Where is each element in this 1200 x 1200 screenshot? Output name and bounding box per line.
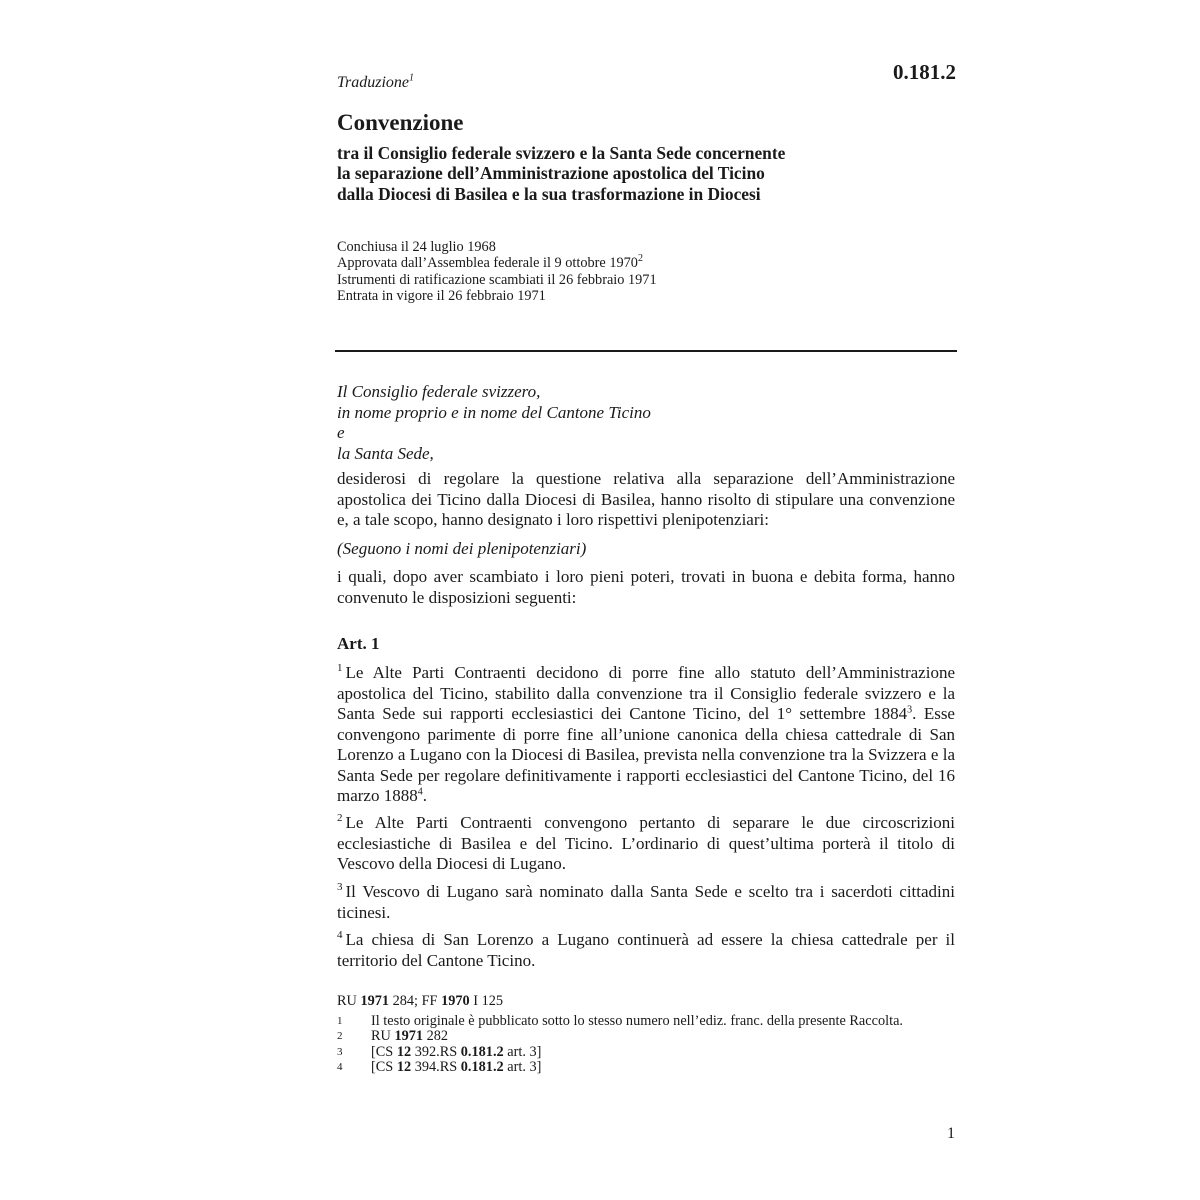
fn-prefix: [CS <box>371 1043 397 1060</box>
fn-suffix: art. 3] <box>503 1059 542 1075</box>
fn-bold: 12 <box>396 1043 412 1060</box>
subtitle-line: dalla Diocesi di Basilea e la sua trasformazione in Diocesi <box>337 183 761 204</box>
ref-ff-page: I 125 <box>469 993 504 1009</box>
paragraph-number: 3 <box>337 881 343 894</box>
ratification-date: Istrumenti di ratificazione scambiati il 26 febbraio 1971 <box>337 271 657 288</box>
fn-suffix: art. 3] <box>503 1043 542 1060</box>
paragraph-text: . Esse convengono parimente di porre fine all’unione canonica della chiesa cattedrale di San Lorenzo a Lugano con la Diocesi di Basilea, prevista nella convenzione tra la Svizzera e la Santa Sede per regolare definitivamente i rapporti ecclesiastici del Cantone Ticino, del 16 marzo 1888 <box>337 704 955 805</box>
approved-date <box>337 255 657 271</box>
article-paragraph-3 <box>337 882 955 923</box>
article-paragraph-4 <box>337 930 955 971</box>
footnote-3 <box>337 1045 957 1061</box>
footnote-text <box>371 1060 931 1076</box>
header-divider <box>335 350 957 352</box>
fn-mid: 392.RS <box>411 1043 461 1060</box>
paragraph-number: 4 <box>337 929 343 942</box>
preamble-agreement: i quali, dopo aver scambiato i loro pieni poteri, trovati in buona e debita forma, hanno convenuto le disposizioni seguenti: <box>337 567 955 607</box>
paragraph-text: Le Alte Parti Contraenti convengono pertanto di separare le due circoscrizioni ecclesiastiche di Basilea e del Ticino. L’ordinario di quest’ultima porterà il titolo di Vescovo della Diocesi di Lugano. <box>337 813 955 873</box>
footnotes <box>337 994 957 1076</box>
fn-bold: 12 <box>396 1059 412 1075</box>
footnote-number: 4 <box>337 1061 343 1073</box>
approved-date-text: Approvata dall’Assemblea federale il 9 ottobre 1970 <box>337 255 638 272</box>
ref-ru-page: 284; FF <box>389 993 442 1009</box>
footnote-number: 1 <box>337 1014 343 1027</box>
footnote-ref-1[interactable]: 1 <box>409 72 415 84</box>
translation-text: Traduzione <box>337 74 410 91</box>
footnote-ref-3[interactable]: 3 <box>907 704 913 716</box>
fn-suffix: 282 <box>423 1028 449 1044</box>
article-paragraph-2 <box>337 813 955 875</box>
page-number: 1 <box>947 1125 955 1142</box>
footnote-ref-4[interactable]: 4 <box>417 786 423 798</box>
party-line: e <box>337 423 345 442</box>
ref-ru-prefix: RU <box>337 993 361 1009</box>
paragraph-number: 1 <box>337 662 343 675</box>
subtitle-line: la separazione dell’Amministrazione apostolica del Ticino <box>337 163 765 184</box>
footnote-number: 2 <box>337 1030 343 1042</box>
dates-block <box>337 239 657 304</box>
footnote-4 <box>337 1060 957 1076</box>
footnote-2 <box>337 1029 957 1045</box>
concluded-date: Conchiusa il 24 luglio 1968 <box>337 239 496 255</box>
fn-bold: 0.181.2 <box>460 1059 504 1075</box>
article-heading: Art. 1 <box>337 634 380 653</box>
fn-prefix: [CS <box>371 1059 397 1075</box>
fn-bold: 1971 <box>394 1028 424 1044</box>
footnote-number: 3 <box>337 1045 343 1058</box>
fn-bold: 0.181.2 <box>460 1043 504 1060</box>
paragraph-text: . <box>422 786 427 805</box>
party-line: Il Consiglio federale svizzero, <box>337 382 541 401</box>
paragraph-number: 2 <box>337 812 343 825</box>
footnote-text <box>371 1045 931 1061</box>
plenipotentiaries-note: (Seguono i nomi dei plenipotenziari) <box>337 539 587 558</box>
document-title: Convenzione <box>337 110 464 135</box>
ref-ru-year: 1971 <box>360 993 390 1009</box>
footnote-ref-2[interactable]: 2 <box>637 253 643 265</box>
sr-number: 0.181.2 <box>893 60 956 84</box>
footnote-text <box>371 1029 931 1045</box>
article-paragraph-1 <box>337 663 955 807</box>
paragraph-text: Il Vescovo di Lugano sarà nominato dalla Santa Sede e scelto tra i sacerdoti cittadini ticinesi. <box>337 882 955 922</box>
footnote-1 <box>337 1014 957 1030</box>
party-line: la Santa Sede, <box>337 443 434 463</box>
in-force-date: Entrata in vigore il 26 febbraio 1971 <box>337 287 546 304</box>
footnote-text: Il testo originale è pubblicato sotto lo stesso numero nell’ediz. franc. della presente Raccolta. <box>371 1012 903 1029</box>
preamble-parties <box>337 382 651 464</box>
fn-mid: 394.RS <box>411 1059 461 1075</box>
official-reference <box>337 994 957 1010</box>
translation-label <box>337 74 414 92</box>
preamble-intro: desiderosi di regolare la questione relativa alla separazione dell’Amministrazione apostolica dei Ticino dalla Diocesi di Basilea, hanno risolto di stipulare una convenzione e, a tale scopo, hanno designato i loro rispettivi plenipotenziari: <box>337 469 955 529</box>
party-line: in nome proprio e in nome del Cantone Ticino <box>337 402 651 422</box>
paragraph-text: Le Alte Parti Contraenti decidono di porre fine allo statuto dell’Amministrazione apostolica del Ticino, stabilito dalla convenzione tra il Consiglio federale svizzero e la Santa Sede sui rapporti ecclesiastici dei Cantone Ticino, del 1° settembre 1884 <box>337 663 955 723</box>
document-subtitle <box>337 143 937 204</box>
paragraph-text: La chiesa di San Lorenzo a Lugano continuerà ad essere la chiesa cattedrale per il territorio del Cantone Ticino. <box>337 930 955 970</box>
document-page <box>337 0 957 1200</box>
ref-ff-year: 1970 <box>441 993 470 1009</box>
fn-prefix: RU <box>371 1028 395 1044</box>
subtitle-line: tra il Consiglio federale svizzero e la Santa Sede concernente <box>337 143 786 163</box>
